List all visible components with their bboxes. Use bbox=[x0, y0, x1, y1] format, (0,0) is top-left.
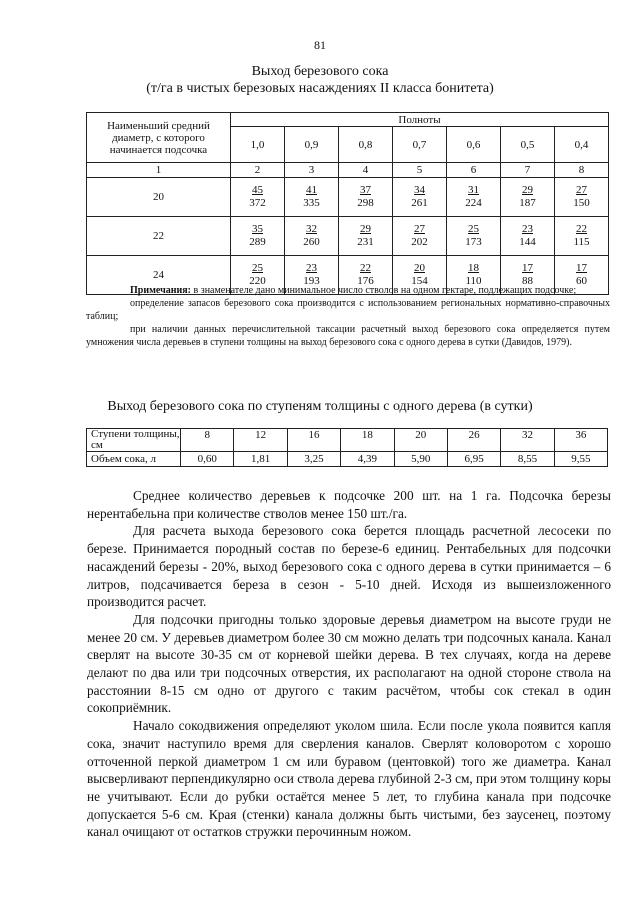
density-header: 0,7 bbox=[393, 127, 447, 163]
yield-numerator: 45 bbox=[252, 184, 263, 196]
yield-numerator: 17 bbox=[522, 262, 533, 274]
density-group-header: Полноты bbox=[231, 113, 609, 127]
column-number: 5 bbox=[393, 163, 447, 178]
yield-denominator: 173 bbox=[465, 236, 482, 248]
thickness-cell: 12 bbox=[234, 429, 287, 452]
yield-cell bbox=[339, 178, 393, 217]
yield-numerator: 27 bbox=[414, 223, 425, 235]
yield-numerator: 32 bbox=[306, 223, 317, 235]
yield-numerator: 20 bbox=[414, 262, 425, 274]
yield-denominator: 220 bbox=[249, 275, 266, 287]
yield-denominator: 193 bbox=[303, 275, 320, 287]
volume-cell: 8,55 bbox=[501, 452, 554, 467]
yield-numerator: 22 bbox=[360, 262, 371, 274]
diameter-cell: 22 bbox=[87, 217, 231, 256]
thickness-cell: 18 bbox=[341, 429, 394, 452]
volume-cell: 4,39 bbox=[341, 452, 394, 467]
yield-numerator: 23 bbox=[306, 262, 317, 274]
note-1: в знаменателе дано минимальное число стволов на одном гектаре, подлежащих подсочке; bbox=[191, 285, 577, 296]
yield-denominator: 289 bbox=[249, 236, 266, 248]
yield-cell bbox=[231, 217, 285, 256]
thickness-cell: 16 bbox=[287, 429, 340, 452]
yield-cell bbox=[285, 178, 339, 217]
paragraph: Для расчета выхода березового сока берется площадь расчетной лесосеки по березе. Принимается породный состав по березе-6 единиц. Рентабельных для подсочки насаждений березы - 20%, выход березового сока с одного дерева в сутки принимается – 6 литров, подсачивается береза в сезон - 5-10 дней. Исходя из вышеизложенного производится расчет. bbox=[87, 523, 611, 610]
table1-subtitle: (т/га в чистых березовых насаждениях II класса бонитета) bbox=[146, 81, 494, 96]
table-row bbox=[87, 452, 608, 467]
table-notes bbox=[86, 284, 610, 349]
yield-denominator: 224 bbox=[465, 197, 482, 209]
yield-denominator: 110 bbox=[465, 275, 482, 287]
table-row bbox=[87, 217, 609, 256]
yield-cell bbox=[339, 217, 393, 256]
yield-denominator: 144 bbox=[519, 236, 536, 248]
paragraph: Среднее количество деревьев к подсочке 200 шт. на 1 га. Подсочка березы нерентабельна при количестве стволов менее 150 шт./га. bbox=[87, 488, 611, 521]
column-number: 6 bbox=[447, 163, 501, 178]
note-2: определение запасов березового сока производится с использованием региональных нормативно-справочных таблиц; bbox=[86, 298, 610, 322]
density-header: 1,0 bbox=[231, 127, 285, 163]
density-header: 0,9 bbox=[285, 127, 339, 163]
thickness-cell: 26 bbox=[447, 429, 500, 452]
sap-per-tree-table bbox=[86, 428, 608, 467]
column-number: 4 bbox=[339, 163, 393, 178]
yield-numerator: 17 bbox=[576, 262, 587, 274]
yield-denominator: 60 bbox=[576, 275, 587, 287]
yield-denominator: 115 bbox=[573, 236, 590, 248]
yield-cell bbox=[501, 178, 555, 217]
density-header: 0,6 bbox=[447, 127, 501, 163]
yield-denominator: 88 bbox=[522, 275, 533, 287]
notes-label: Примечания: bbox=[130, 285, 192, 296]
diameter-cell: 24 bbox=[87, 256, 231, 295]
diameter-cell: 20 bbox=[87, 178, 231, 217]
body-text bbox=[87, 487, 611, 841]
paragraph: Для подсочки пригодны только здоровые деревья диаметром на высоте груди не менее 20 см. У деревьев диаметром более 30 см можно делать три подсочных канала. Канал сверлят на высоте 30-35 см от корневой шейки дерева. В тех случаях, когда на дереве делают по два или три подсочных отверстия, их располагают на одной стороне ствола на расстоянии 8-15 см одно от другого с таким расчётом, чтобы сок стекал в один сокоприёмник. bbox=[87, 611, 611, 716]
yield-denominator: 202 bbox=[411, 236, 428, 248]
density-header: 0,5 bbox=[501, 127, 555, 163]
yield-denominator: 176 bbox=[357, 275, 374, 287]
yield-numerator: 25 bbox=[252, 262, 263, 274]
row-header-cell: Наименьший средний диаметр, с которого начинается подсочка bbox=[87, 113, 231, 163]
yield-denominator: 335 bbox=[303, 197, 320, 209]
paragraph: Начало сокодвижения определяют уколом шила. Если после укола появится капля сока, значит наступило время для сверления каналов. Сверлят коловоротом с хорошо отточенной перкой диаметром 1 см или буравом (центовкой) того же диаметра. Канал высверливают перпендикулярно оси ствола дерева глубиной 2-3 см, при этом толщину коры не учитывают. Если до рубки остаётся менее 5 лет, то глубина канала при подсочке допускается 5-6 см. Края (стенки) канала должны быть чистыми, без заусенец, поэтому канал очищают от остатков стружки перочинным ножом. bbox=[87, 718, 611, 840]
table-row bbox=[87, 429, 608, 452]
yield-cell bbox=[393, 217, 447, 256]
yield-cell bbox=[555, 178, 609, 217]
yield-denominator: 260 bbox=[303, 236, 320, 248]
volume-cell: 0,60 bbox=[181, 452, 234, 467]
yield-denominator: 298 bbox=[357, 197, 374, 209]
volume-cell: 3,25 bbox=[287, 452, 340, 467]
yield-cell bbox=[231, 178, 285, 217]
yield-cell bbox=[555, 217, 609, 256]
yield-cell bbox=[501, 217, 555, 256]
yield-numerator: 31 bbox=[468, 184, 479, 196]
yield-numerator: 29 bbox=[360, 223, 371, 235]
volume-cell: 9,55 bbox=[554, 452, 607, 467]
yield-numerator: 37 bbox=[360, 184, 371, 196]
table-row bbox=[87, 178, 609, 217]
column-number: 7 bbox=[501, 163, 555, 178]
sap-yield-table bbox=[86, 112, 609, 295]
yield-denominator: 372 bbox=[249, 197, 266, 209]
thickness-cell: 20 bbox=[394, 429, 447, 452]
yield-numerator: 34 bbox=[414, 184, 425, 196]
yield-numerator: 23 bbox=[522, 223, 533, 235]
yield-numerator: 35 bbox=[252, 223, 263, 235]
yield-cell bbox=[285, 217, 339, 256]
volume-cell: 1,81 bbox=[234, 452, 287, 467]
column-number: 8 bbox=[555, 163, 609, 178]
yield-denominator: 150 bbox=[573, 197, 590, 209]
note-3: при наличии данных перечислительной таксации расчетный выход березового сока определяется путем умножения числа деревьев в ступени толщины на выход березового сока с одного дерева в сутки (Давидов, 1979). bbox=[86, 324, 610, 348]
yield-cell bbox=[447, 217, 501, 256]
thickness-cell: 8 bbox=[181, 429, 234, 452]
yield-numerator: 18 bbox=[468, 262, 479, 274]
yield-numerator: 27 bbox=[576, 184, 587, 196]
yield-cell bbox=[393, 178, 447, 217]
yield-cell bbox=[447, 178, 501, 217]
yield-denominator: 187 bbox=[519, 197, 536, 209]
column-number: 2 bbox=[231, 163, 285, 178]
table2-title: Выход березового сока по ступеням толщины с одного дерева (в сутки) bbox=[107, 399, 533, 414]
density-header: 0,8 bbox=[339, 127, 393, 163]
yield-numerator: 25 bbox=[468, 223, 479, 235]
yield-denominator: 261 bbox=[411, 197, 428, 209]
thickness-cell: 36 bbox=[554, 429, 607, 452]
volume-cell: 5,90 bbox=[394, 452, 447, 467]
volume-cell: 6,95 bbox=[447, 452, 500, 467]
thickness-cell: 32 bbox=[501, 429, 554, 452]
yield-denominator: 231 bbox=[357, 236, 374, 248]
yield-numerator: 41 bbox=[306, 184, 317, 196]
volume-label: Объем сока, л bbox=[87, 452, 181, 467]
yield-numerator: 29 bbox=[522, 184, 533, 196]
yield-numerator: 22 bbox=[576, 223, 587, 235]
column-number: 1 bbox=[87, 163, 231, 178]
table1-title: Выход березового сока bbox=[251, 64, 389, 79]
density-header: 0,4 bbox=[555, 127, 609, 163]
yield-denominator: 154 bbox=[411, 275, 428, 287]
page-number: 81 bbox=[314, 38, 326, 52]
column-number: 3 bbox=[285, 163, 339, 178]
thickness-label: Ступени толщины, см bbox=[87, 429, 181, 452]
